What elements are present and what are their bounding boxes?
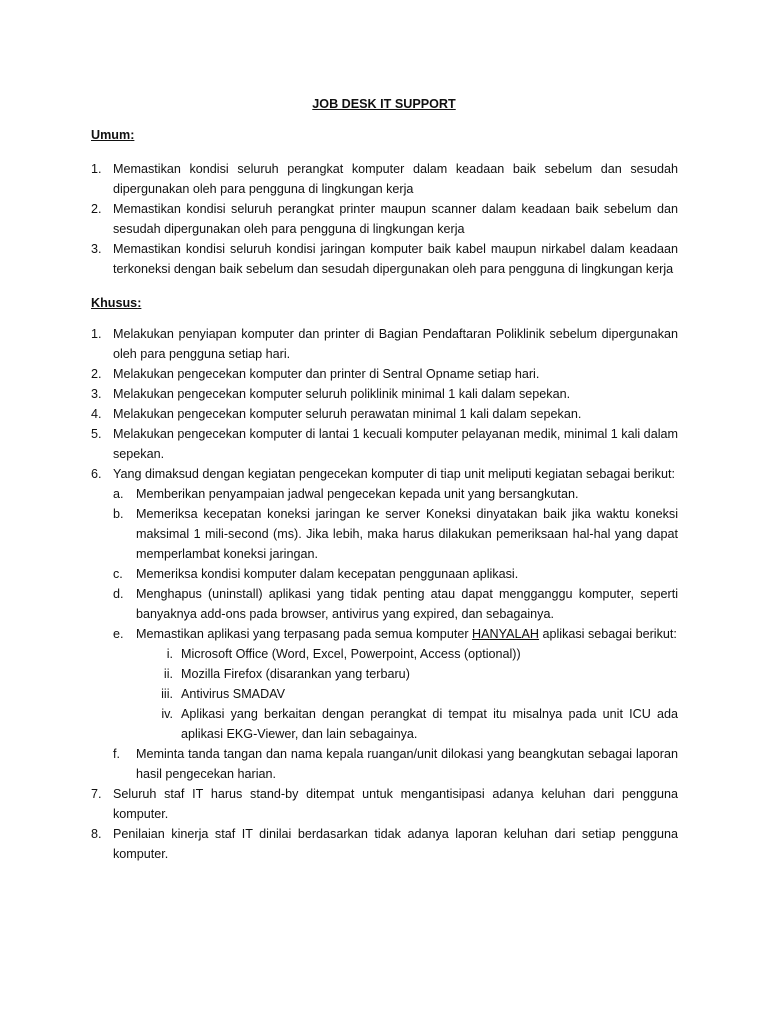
app-item-text: Mozilla Firefox (disarankan yang terbaru): [181, 667, 410, 681]
khusus-list: [91, 324, 678, 864]
sub-item-text-before: Memastikan aplikasi yang terpasang pada semua komputer: [136, 627, 473, 641]
list-item: [91, 239, 678, 279]
list-item-number: 2.: [91, 202, 102, 216]
app-list-item: [91, 664, 678, 684]
sub-list-item: [91, 744, 678, 784]
sub-item-letter: f.: [113, 747, 120, 761]
heading-khusus-text: Khusus: [91, 296, 138, 310]
heading-khusus-colon: :: [137, 296, 142, 310]
list-item-number: 7.: [91, 787, 102, 801]
list-item-number: 4.: [91, 407, 102, 421]
list-item-text: Melakukan pengecekan komputer seluruh poliklinik minimal 1 kali dalam sepekan.: [113, 387, 571, 401]
list-item: [91, 824, 678, 864]
app-list-item: [91, 644, 678, 664]
list-item-number: 3.: [91, 242, 102, 256]
list-item: [91, 199, 678, 239]
list-item: [91, 159, 678, 199]
app-list-item: [91, 684, 678, 704]
heading-umum-text: Umum: [91, 128, 131, 142]
sub-item-letter: b.: [113, 507, 124, 521]
sub-item-text: Memeriksa kecepatan koneksi jaringan ke server Koneksi dinyatakan baik jika waktu koneksi maksimal 1 mili-second (ms). Jika lebih, maka harus dilakukan pemeriksaan hal-hal yang dapat memperlambat koneksi jaringan.: [136, 507, 678, 561]
list-item-text: Penilaian kinerja staf IT dinilai berdasarkan tidak adanya laporan keluhan dari setiap pengguna komputer.: [113, 827, 678, 861]
list-item-text: Memastikan kondisi seluruh kondisi jaringan komputer baik kabel maupun nirkabel dalam keadaan terkoneksi dengan baik sebelum dan sesudah dipergunakan oleh para pengguna di lingkungan kerja: [113, 242, 678, 276]
list-item: [91, 404, 678, 424]
sub-item-letter: c.: [113, 567, 123, 581]
list-item: [91, 324, 678, 364]
list-item: [91, 464, 678, 484]
list-item: [91, 424, 678, 464]
list-item-number: 5.: [91, 427, 102, 441]
list-item-number: 3.: [91, 387, 102, 401]
list-item-number: 2.: [91, 367, 102, 381]
app-item-numeral: i.: [166, 647, 173, 661]
sub-list-item: [91, 584, 678, 624]
sub-item-text: Memeriksa kondisi komputer dalam kecepatan penggunaan aplikasi.: [136, 567, 519, 581]
sub-item-letter: d.: [113, 587, 124, 601]
app-list-item: [91, 704, 678, 744]
sub-list-item: [91, 484, 678, 504]
app-item-text: Antivirus SMADAV: [181, 687, 286, 701]
list-item-text: Yang dimaksud dengan kegiatan pengecekan komputer di tiap unit meliputi kegiatan sebagai berikut:: [113, 467, 675, 481]
sub-item-text: Memberikan penyampaian jadwal pengecekan kepada unit yang bersangkutan.: [136, 487, 579, 501]
sub-item-letter: e.: [113, 627, 124, 641]
list-item-text: Melakukan penyiapan komputer dan printer di Bagian Pendaftaran Poliklinik sebelum dipergunakan oleh para pengguna setiap hari.: [113, 327, 678, 361]
list-item: [91, 364, 678, 384]
list-item-number: 1.: [91, 162, 102, 176]
emphasis-hanyalah: HANYALAH: [472, 627, 539, 641]
list-item-text: Melakukan pengecekan komputer di lantai 1 kecuali komputer pelayanan medik, minimal 1 kali dalam sepekan.: [113, 427, 678, 461]
list-item-text: Seluruh staf IT harus stand-by ditempat untuk mengantisipasi adanya keluhan dari pengguna komputer.: [113, 787, 678, 821]
page-title: JOB DESK IT SUPPORT: [312, 97, 456, 111]
heading-umum-colon: :: [130, 128, 135, 142]
app-item-numeral: iii.: [161, 687, 173, 701]
list-item-text: Melakukan pengecekan komputer dan printer di Sentral Opname setiap hari.: [113, 367, 540, 381]
sub-item-text: Menghapus (uninstall) aplikasi yang tidak penting atau dapat mengganggu komputer, seperti banyaknya add-ons pada browser, antivirus yang expired, dan sebagainya.: [136, 587, 678, 621]
list-item: [91, 384, 678, 404]
sub-list-item: [91, 624, 678, 644]
sub-list-item: [91, 504, 678, 564]
list-item-text: Memastikan kondisi seluruh perangkat komputer dalam keadaan baik sebelum dan sesudah dipergunakan oleh para pengguna di lingkungan kerja: [113, 162, 678, 196]
sub-item-text: Meminta tanda tangan dan nama kepala ruangan/unit dilokasi yang beangkutan sebagai laporan hasil pengecekan harian.: [136, 747, 678, 781]
sub-item-letter: a.: [113, 487, 124, 501]
list-item: [91, 784, 678, 824]
sub-item-text-after: aplikasi sebagai berikut:: [538, 627, 677, 641]
sub-list: [91, 484, 678, 784]
list-item-text: Memastikan kondisi seluruh perangkat printer maupun scanner dalam keadaan baik sebelum dan sesudah dipergunakan oleh para pengguna di lingkungan kerja: [113, 202, 678, 236]
app-list: [91, 644, 678, 744]
list-item-text: Melakukan pengecekan komputer seluruh perawatan minimal 1 kali dalam sepekan.: [113, 407, 582, 421]
app-item-text: Aplikasi yang berkaitan dengan perangkat di tempat itu misalnya pada unit ICU ada aplikasi EKG-Viewer, dan lain sebagainya.: [181, 707, 678, 741]
sub-list-item: [91, 564, 678, 584]
list-item-number: 8.: [91, 827, 102, 841]
section-heading-khusus: [91, 293, 141, 313]
app-item-numeral: ii.: [163, 667, 173, 681]
list-item-number: 1.: [91, 327, 102, 341]
list-item-number: 6.: [91, 467, 102, 481]
umum-list: [91, 159, 678, 279]
app-item-numeral: iv.: [161, 707, 173, 721]
section-heading-umum: [91, 125, 134, 145]
app-item-text: Microsoft Office (Word, Excel, Powerpoint, Access (optional)): [181, 647, 521, 661]
